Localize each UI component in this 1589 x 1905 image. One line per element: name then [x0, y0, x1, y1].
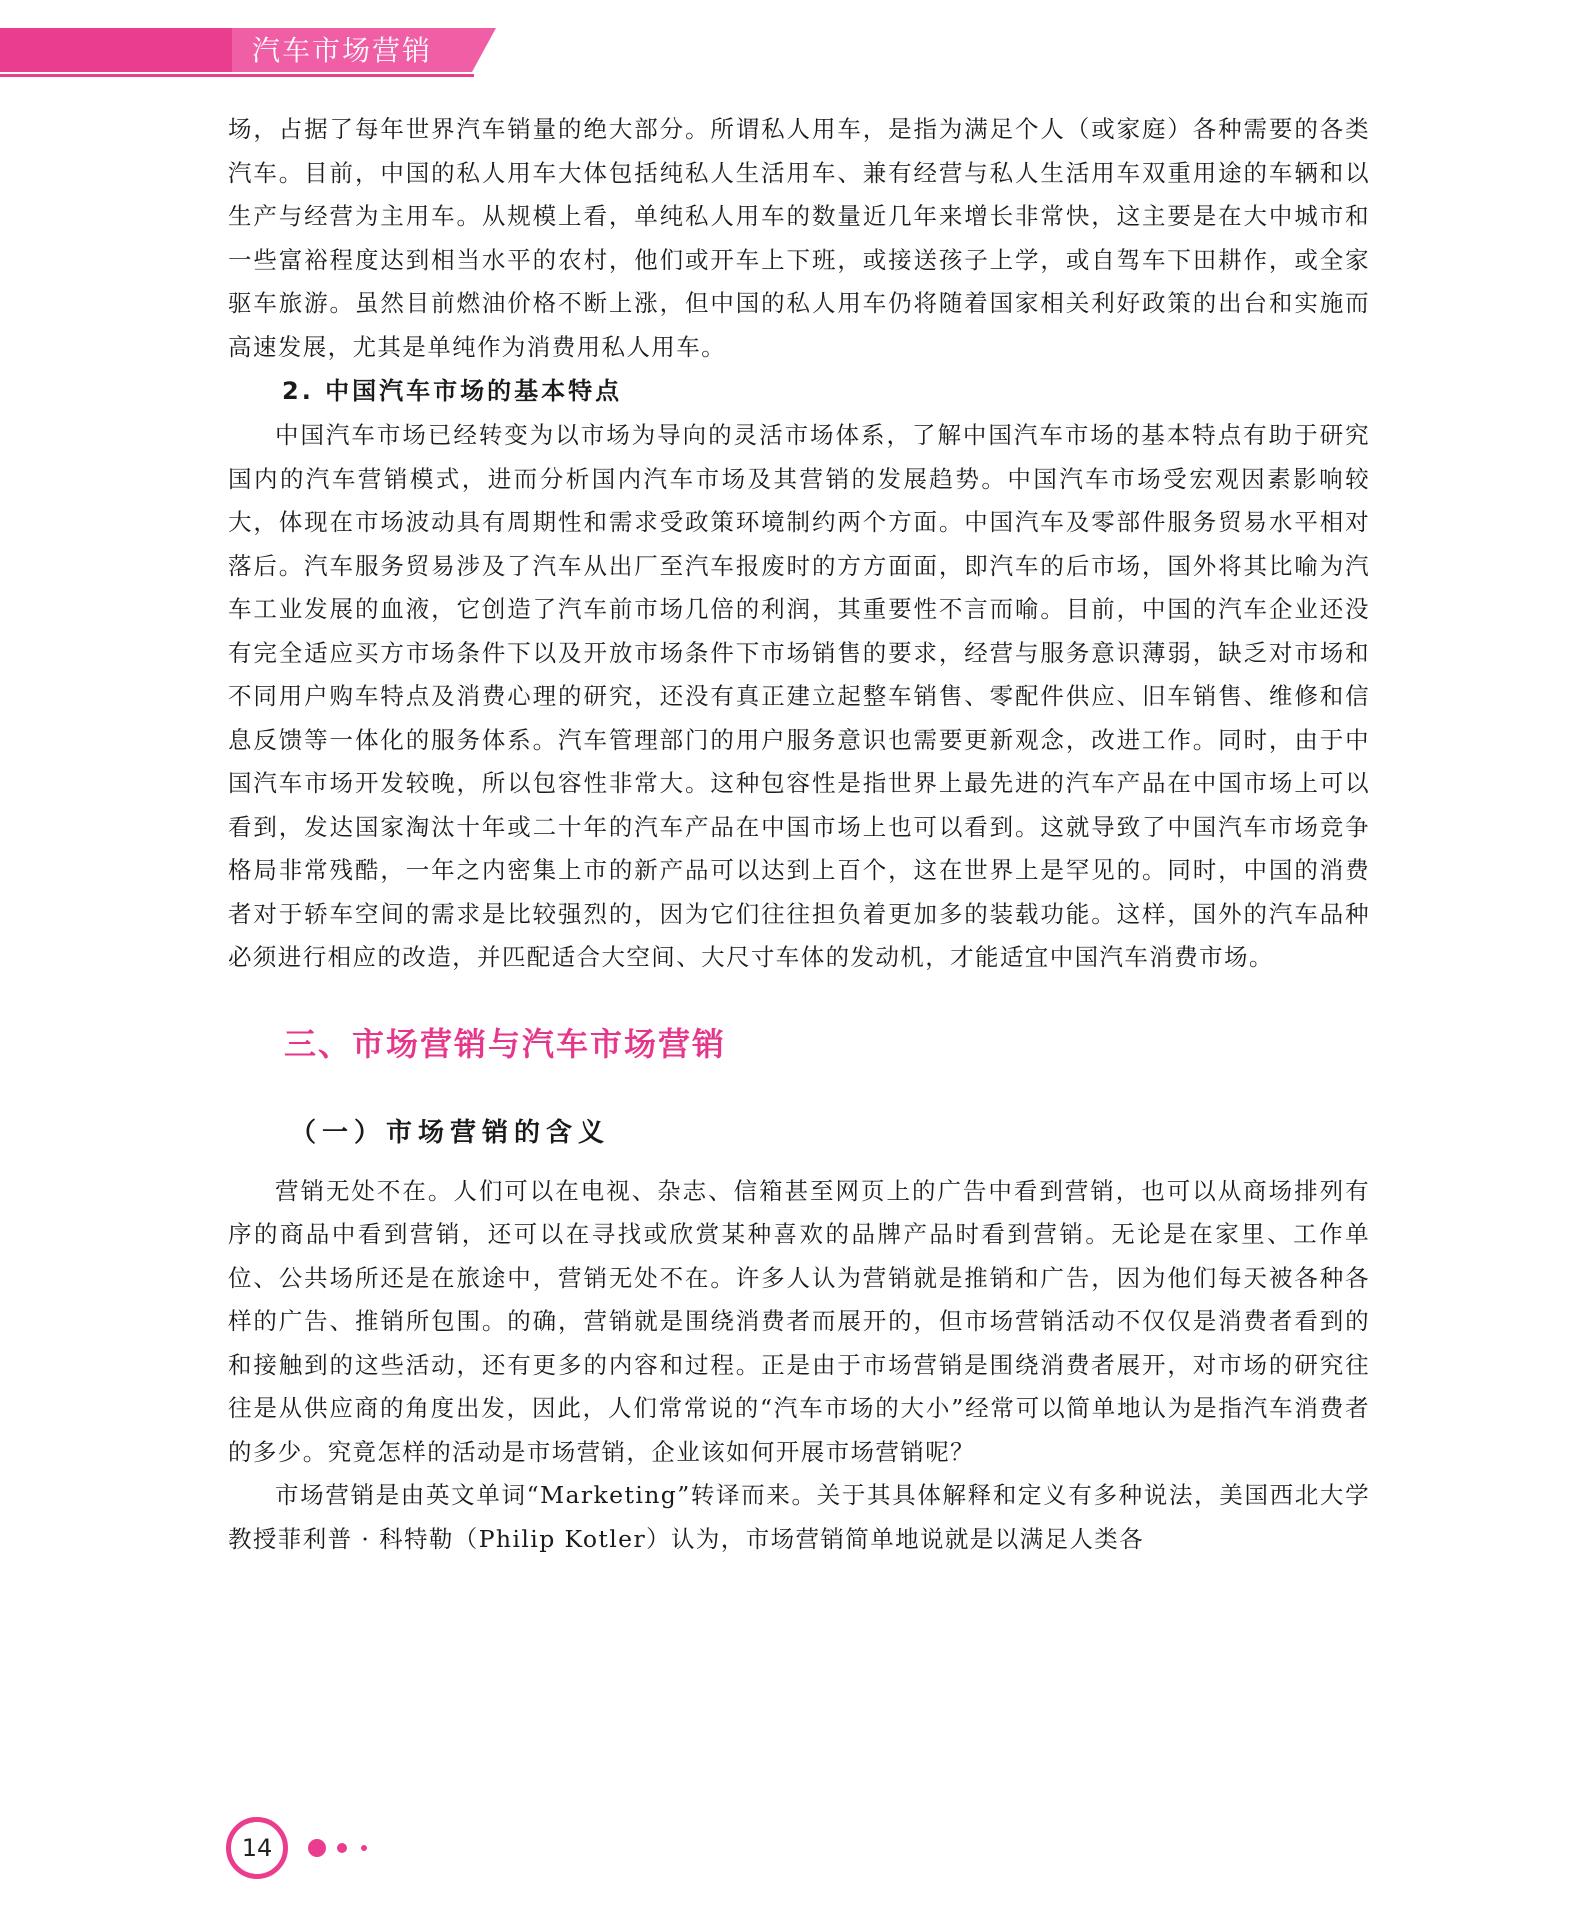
subheading: 2. 中国汽车市场的基本特点	[282, 377, 623, 405]
paragraph-bottom-1: 营销无处不在。人们可以在电视、杂志、信箱甚至网页上的广告中看到营销，也可以从商场排列有序的商品中看到营销，还可以在寻找或欣赏某种喜欢的品牌产品时看到营销。无论是在家里、工作单位、公共场所还是在旅途中，营销无处不在。许多人认为营销就是推销和广告，因为他们每天被各种各样的广告、推销所包围。的确，营销就是围绕消费者而展开的，但市场营销活动不仅仅是消费者看到的和接触到的这些活动，还有更多的内容和过程。正是由于市场营销是围绕消费者展开，对市场的研究往往是从供应商的角度出发，因此，人们常常说的“汽车市场的大小”经常可以简单地认为是指汽车消费者的多少。究竟怎样的活动是市场营销，企业该如何开展市场营销呢？	[228, 1176, 1370, 1466]
paragraph-bottom-2: 市场营销是由英文单词“Marketing”转译而来。关于其具体解释和定义有多种说法，美国西北大学教授菲利普 · 科特勒（Philip Kotler）认为，市场营销简单地说就是以满足人类各	[228, 1481, 1370, 1553]
decor-dot-large	[308, 1839, 326, 1857]
page-number: 14	[241, 1834, 273, 1862]
paragraph-mid-1: 中国汽车市场已经转变为以市场为导向的灵活市场体系，了解中国汽车市场的基本特点有助于研究国内的汽车营销模式，进而分析国内汽车市场及其营销的发展趋势。中国汽车市场受宏观因素影响较大，体现在市场波动具有周期性和需求受政策环境制约两个方面。中国汽车及零部件服务贸易水平相对落后。汽车服务贸易涉及了汽车从出厂至汽车报废时的方方面面，即汽车的后市场，国外将其比喻为汽车工业发展的血液，它创造了汽车前市场几倍的利润，其重要性不言而喻。目前，中国的汽车企业还没有完全适应买方市场条件下以及开放市场条件下市场销售的要求，经营与服务意识薄弱，缺乏对市场和不同用户购车特点及消费心理的研究，还没有真正建立起整车销售、零配件供应、旧车销售、维修和信息反馈等一体化的服务体系。汽车管理部门的用户服务意识也需要更新观念，改进工作。同时，由于中国汽车市场开发较晚，所以包容性非常大。这种包容性是指世界上最先进的汽车产品在中国市场上可以看到，发达国家淘汰十年或二十年的汽车产品在中国市场上也可以看到。这就导致了中国汽车市场竞争格局非常残酷，一年之内密集上市的新产品可以达到上百个，这在世界上是罕见的。同时，中国的消费者对于轿车空间的需求是比较强烈的，因为它们往往担负着更加多的装载功能。这样，国外的汽车品种必须进行相应的改造，并匹配适合大空间、大尺寸车体的发动机，才能适宜中国汽车消费市场。	[228, 421, 1370, 971]
header-rule	[0, 74, 474, 77]
decor-dot-medium	[337, 1843, 347, 1853]
page-content	[228, 108, 1370, 1561]
book-title: 汽车市场营销	[252, 34, 433, 67]
heading-2: （一）市场营销的含义	[290, 1117, 611, 1148]
paragraph-top-1: 场，占据了每年世界汽车销量的绝大部分。所谓私人用车，是指为满足个人（或家庭）各种需要的各类汽车。目前，中国的私人用车大体包括纯私人生活用车、兼有经营与私人生活用车双重用途的车辆和以生产与经营为主用车。从规模上看，单纯私人用车的数量近几年来增长非常快，这主要是在大中城市和一些富裕程度达到相当水平的农村，他们或开车上下班，或接送孩子上学，或自驾车下田耕作，或全家驱车旅游。虽然目前燃油价格不断上涨，但中国的私人用车仍将随着国家相关利好政策的出台和实施而高速发展，尤其是单纯作为消费用私人用车。	[228, 115, 1370, 361]
section-title: 三、市场营销与汽车市场营销	[284, 1024, 727, 1063]
decor-dot-small	[361, 1845, 367, 1851]
